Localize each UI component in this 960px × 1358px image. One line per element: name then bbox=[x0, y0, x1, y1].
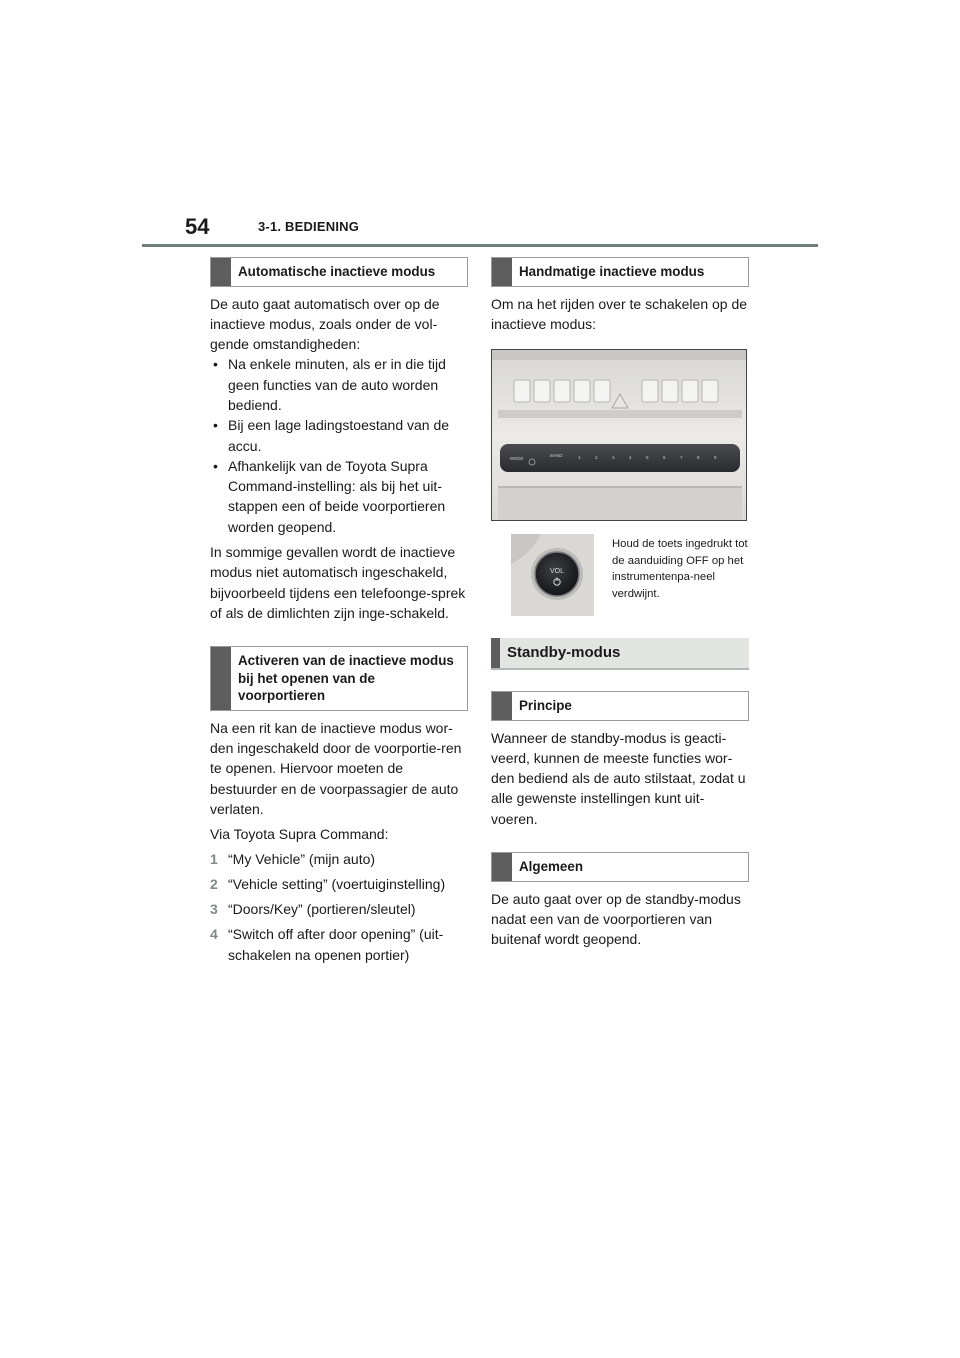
paragraph-algemeen: De auto gaat over op de standby-modus nadat een van de voorportieren van buitenaf wordt geopend. bbox=[491, 890, 741, 948]
svg-text:6: 6 bbox=[663, 455, 666, 461]
subheading-title: Activeren van de inactieve modus bij het openen van de voorportieren bbox=[238, 653, 454, 704]
svg-text:VOL: VOL bbox=[549, 568, 565, 576]
figure-vol-row bbox=[491, 534, 749, 616]
step-item: 1 “My Vehicle” (mijn auto) bbox=[210, 850, 376, 867]
vol-knob-illustration bbox=[511, 534, 594, 616]
subheading-title: Automatische inactieve modus bbox=[238, 264, 436, 279]
svg-text:3: 3 bbox=[612, 455, 615, 461]
heading-title: Standby-modus bbox=[507, 644, 621, 662]
step-item: 2 “Vehicle setting” (voertuiginstelling) bbox=[210, 875, 446, 892]
subheading-algemeen bbox=[491, 852, 749, 882]
section-header: 3-1. BEDIENING bbox=[258, 219, 360, 234]
header-rule bbox=[142, 244, 818, 247]
subheading-title: Algemeen bbox=[519, 859, 583, 875]
svg-text:2: 2 bbox=[595, 455, 598, 461]
control-panel-illustration bbox=[492, 350, 747, 521]
list-item: • Na enkele minuten, als er in die tijd geen functies van de auto worden bediend. bbox=[210, 354, 468, 415]
step-item: 4 “Switch off after door opening” (uit-schakelen na openen portier) bbox=[210, 926, 444, 963]
paragraph-after-drive: Na een rit kan de inactieve modus wor-den ingeschakeld door de voorportie-ren te openen. Hiervoor moeten de bestuurder en de voorpassagier de auto verlaten. bbox=[210, 719, 462, 817]
svg-text:1: 1 bbox=[578, 455, 581, 461]
heading-standby-mode bbox=[491, 638, 749, 670]
figure-vol-knob bbox=[511, 534, 594, 616]
step-item: 3 “Doors/Key” (portieren/sleutel) bbox=[210, 901, 416, 918]
svg-text:8: 8 bbox=[697, 455, 700, 461]
svg-text:5: 5 bbox=[646, 455, 649, 461]
subheading-title: Principe bbox=[519, 698, 572, 714]
paragraph-manual-intro: Om na het rijden over te schakelen op de inactieve modus: bbox=[491, 295, 748, 332]
list-item: • Bij een lage ladingstoestand van de accu. bbox=[210, 415, 468, 456]
paragraph-intro: De auto gaat automatisch over op de inactieve modus, zoals onder de vol-gende omstandigheden: bbox=[210, 295, 440, 353]
svg-text:7: 7 bbox=[680, 455, 683, 461]
page-number: 54 bbox=[185, 214, 210, 239]
subheading-manual-inactive bbox=[491, 257, 749, 287]
subheading-principe bbox=[491, 691, 749, 721]
left-column bbox=[210, 257, 468, 970]
list-item: • Afhankelijk van de Toyota Supra Command-instelling: als bij het uit-stappen een of beide voorportieren worden geopend. bbox=[210, 456, 468, 537]
right-column bbox=[491, 257, 749, 949]
svg-text:MODE: MODE bbox=[510, 456, 524, 462]
svg-text:BAND: BAND bbox=[550, 453, 563, 459]
figure-control-panel bbox=[491, 349, 747, 521]
subheading-activate-on-door bbox=[210, 646, 468, 711]
subheading-automatic-inactive bbox=[210, 257, 468, 287]
svg-text:4: 4 bbox=[629, 455, 632, 461]
subheading-title: Handmatige inactieve modus bbox=[519, 264, 705, 279]
step-list bbox=[210, 849, 468, 965]
bullet-list bbox=[210, 354, 468, 537]
paragraph-via: Via Toyota Supra Command: bbox=[210, 826, 389, 843]
figure-caption: Houd de toets ingedrukt tot de aanduiding OFF op het instrumentenpa-neel verdwijnt. bbox=[612, 538, 748, 600]
svg-text:9: 9 bbox=[714, 455, 717, 461]
paragraph-principe: Wanneer de standby-modus is geacti-veerd, kunnen de meeste functies wor-den bediend als de auto stilstaat, zodat u alle gewenste instellingen kunt uit-voeren. bbox=[491, 729, 746, 827]
paragraph-exceptions: In sommige gevallen wordt de inactieve modus niet automatisch ingeschakeld, bijvoorbeeld tijdens een telefoonge-sprek of als de dimlichten zijn inge-schakeld. bbox=[210, 544, 466, 621]
